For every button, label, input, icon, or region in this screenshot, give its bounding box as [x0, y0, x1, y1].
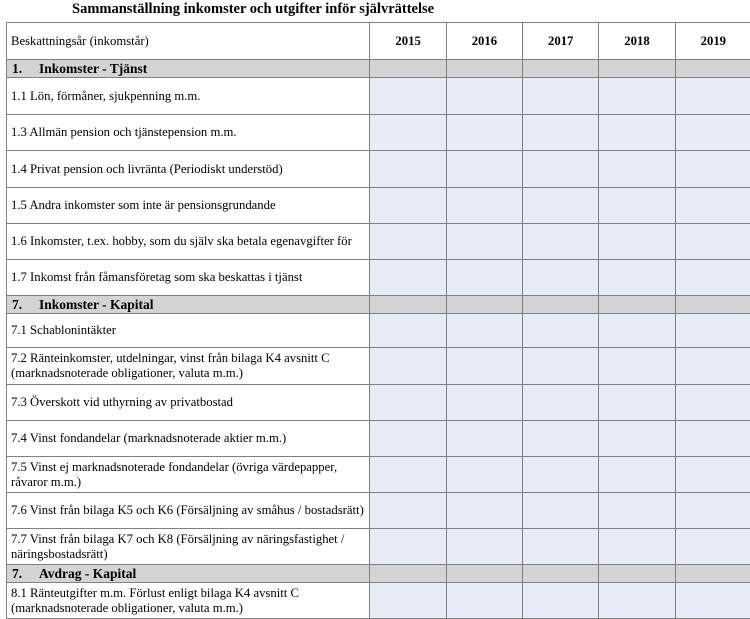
input-cell[interactable] [523, 421, 599, 457]
table-row [7, 457, 750, 493]
input-cell[interactable] [523, 260, 599, 296]
input-cell[interactable] [446, 188, 522, 224]
section-header-row [7, 565, 750, 583]
input-cell[interactable] [599, 457, 675, 493]
input-cell[interactable] [370, 529, 446, 565]
input-cell[interactable] [446, 78, 522, 115]
input-cell[interactable] [370, 115, 446, 151]
row-label: 7.1 Schablonintäkter [7, 314, 370, 348]
section-title [7, 296, 370, 314]
input-cell[interactable] [523, 583, 599, 619]
input-cell[interactable] [370, 78, 446, 115]
table-row [7, 314, 750, 348]
input-cell[interactable] [370, 224, 446, 260]
input-cell[interactable] [599, 529, 675, 565]
input-cell[interactable] [370, 151, 446, 188]
section-title [7, 60, 370, 78]
table-row [7, 385, 750, 421]
row-label: 8.1 Ränteutgifter m.m. Förlust enligt bilaga K4 avsnitt C (marknadsnoterade obligationer, valuta m.m.) [7, 583, 370, 619]
input-cell[interactable] [446, 115, 522, 151]
year-header: 2016 [446, 23, 522, 60]
row-label: 1.4 Privat pension och livränta (Periodiskt understöd) [7, 151, 370, 188]
input-cell[interactable] [523, 188, 599, 224]
row-label: 7.5 Vinst ej marknadsnoterade fondandelar (övriga värdepapper, råvaror m.m.) [7, 457, 370, 493]
table-row [7, 583, 750, 619]
input-cell[interactable] [446, 314, 522, 348]
section-number: 7. [12, 297, 39, 312]
row-label: 1.7 Inkomst från fåmansföretag som ska beskattas i tjänst [7, 260, 370, 296]
input-cell[interactable] [446, 421, 522, 457]
section-name: Inkomster - Tjänst [39, 61, 147, 76]
income-expense-table [6, 22, 750, 619]
input-cell[interactable] [523, 78, 599, 115]
table-row [7, 224, 750, 260]
row-label: 1.1 Lön, förmåner, sjukpenning m.m. [7, 78, 370, 115]
table-row [7, 529, 750, 565]
input-cell[interactable] [523, 314, 599, 348]
section-header-row [7, 296, 750, 314]
year-header: 2018 [599, 23, 675, 60]
input-cell[interactable] [675, 260, 750, 296]
row-label: 1.3 Allmän pension och tjänstepension m.m. [7, 115, 370, 151]
row-label: 7.7 Vinst från bilaga K7 och K8 (Försäljning av näringsfastighet / näringsbostadsrätt) [7, 529, 370, 565]
table-row [7, 348, 750, 385]
input-cell[interactable] [370, 260, 446, 296]
input-cell[interactable] [523, 224, 599, 260]
input-cell[interactable] [523, 385, 599, 421]
input-cell[interactable] [675, 115, 750, 151]
input-cell[interactable] [599, 78, 675, 115]
input-cell[interactable] [446, 151, 522, 188]
input-cell[interactable] [370, 348, 446, 385]
table-row [7, 188, 750, 224]
input-cell[interactable] [599, 188, 675, 224]
input-cell[interactable] [599, 493, 675, 529]
input-cell[interactable] [523, 493, 599, 529]
input-cell[interactable] [675, 493, 750, 529]
input-cell[interactable] [599, 314, 675, 348]
input-cell[interactable] [675, 314, 750, 348]
input-cell[interactable] [446, 260, 522, 296]
input-cell[interactable] [675, 583, 750, 619]
input-cell[interactable] [599, 115, 675, 151]
row-label: 7.2 Ränteinkomster, utdelningar, vinst från bilaga K4 avsnitt C (marknadsnoterade obligationer, valuta m.m.) [7, 348, 370, 385]
input-cell[interactable] [370, 457, 446, 493]
tax-year-label: Beskattningsår (inkomstår) [7, 23, 370, 60]
header-row [7, 23, 750, 60]
input-cell[interactable] [446, 348, 522, 385]
section-name: Inkomster - Kapital [39, 297, 154, 312]
section-number: 1. [12, 61, 39, 76]
input-cell[interactable] [675, 529, 750, 565]
input-cell[interactable] [446, 224, 522, 260]
table-row [7, 421, 750, 457]
input-cell[interactable] [675, 348, 750, 385]
input-cell[interactable] [599, 583, 675, 619]
year-header: 2019 [675, 23, 750, 60]
table-row [7, 260, 750, 296]
table-row [7, 151, 750, 188]
input-cell[interactable] [446, 529, 522, 565]
row-label: 1.6 Inkomster, t.ex. hobby, som du själv ska betala egenavgifter för [7, 224, 370, 260]
year-header: 2015 [370, 23, 446, 60]
row-label: 7.3 Överskott vid uthyrning av privatbostad [7, 385, 370, 421]
input-cell[interactable] [675, 151, 750, 188]
input-cell[interactable] [675, 385, 750, 421]
input-cell[interactable] [675, 457, 750, 493]
row-label: 7.6 Vinst från bilaga K5 och K6 (Försäljning av småhus / bostadsrätt) [7, 493, 370, 529]
input-cell[interactable] [599, 348, 675, 385]
input-cell[interactable] [446, 385, 522, 421]
row-label: 1.5 Andra inkomster som inte är pensionsgrundande [7, 188, 370, 224]
input-cell[interactable] [370, 188, 446, 224]
table-row [7, 115, 750, 151]
input-cell[interactable] [523, 457, 599, 493]
page-title: Sammanställning inkomster och utgifter inför självrättelse [72, 1, 434, 18]
row-label: 7.4 Vinst fondandelar (marknadsnoterade aktier m.m.) [7, 421, 370, 457]
input-cell[interactable] [370, 314, 446, 348]
input-cell[interactable] [370, 583, 446, 619]
input-cell[interactable] [675, 78, 750, 115]
input-cell[interactable] [675, 421, 750, 457]
table-row [7, 78, 750, 115]
input-cell[interactable] [675, 188, 750, 224]
input-cell[interactable] [523, 529, 599, 565]
table-row [7, 493, 750, 529]
input-cell[interactable] [446, 457, 522, 493]
input-cell[interactable] [523, 115, 599, 151]
section-title [7, 565, 370, 583]
input-cell[interactable] [599, 151, 675, 188]
input-cell[interactable] [523, 348, 599, 385]
input-cell[interactable] [370, 421, 446, 457]
input-cell[interactable] [599, 385, 675, 421]
input-cell[interactable] [599, 421, 675, 457]
section-name: Avdrag - Kapital [39, 566, 136, 581]
input-cell[interactable] [675, 224, 750, 260]
section-number: 7. [12, 566, 39, 581]
section-header-row [7, 60, 750, 78]
input-cell[interactable] [446, 493, 522, 529]
input-cell[interactable] [523, 151, 599, 188]
input-cell[interactable] [599, 224, 675, 260]
input-cell[interactable] [370, 385, 446, 421]
input-cell[interactable] [599, 260, 675, 296]
year-header: 2017 [523, 23, 599, 60]
input-cell[interactable] [446, 583, 522, 619]
input-cell[interactable] [370, 493, 446, 529]
